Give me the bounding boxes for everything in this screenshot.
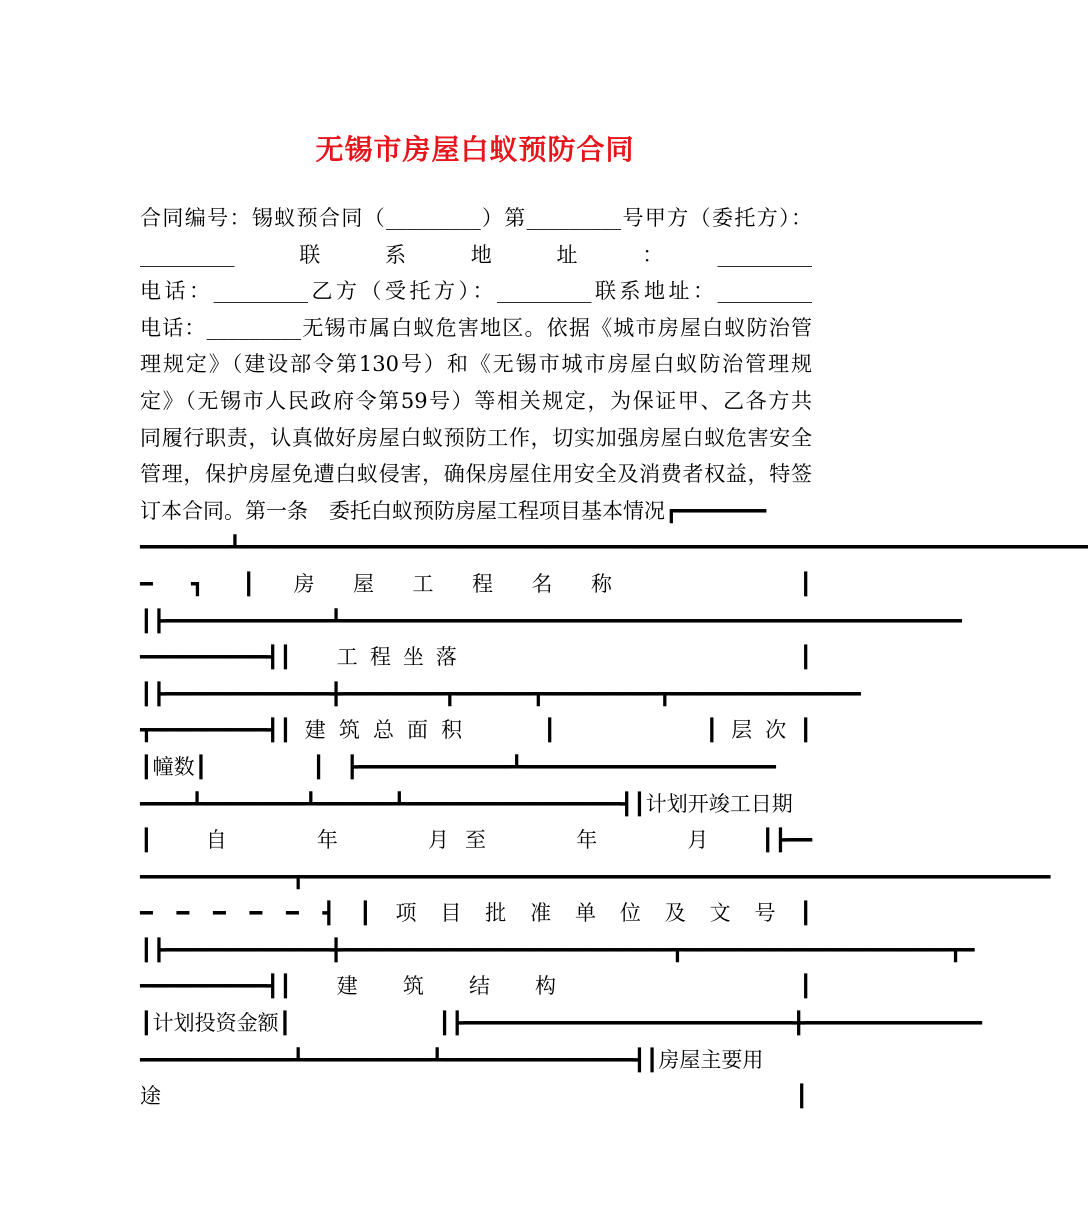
table-line-11: ━ ┓ ┃ 房 屋 工 程 名 称 ┃: [140, 571, 812, 596]
table-line-20: ━ ━ ━ ━ ━ ┫ ┃ 项 目 批 准 单 位 及 文 号 ┃: [140, 901, 812, 926]
table-line-22: ━━━━━━━━━━┫┃ 建 筑 结 构 ┃: [140, 974, 812, 999]
table-border-right: ┃: [795, 1084, 808, 1109]
document-title: 无锡市房屋白蚁预防合同: [315, 133, 635, 166]
contract-line-5: 理规定》（建设部令第130号）和《无锡市城市房屋白蚁防治管理规: [140, 352, 812, 377]
table-line-12: ┃┣━━━━━━━━━━━━━┻━━━━━━━━━━━━━━━━━━━━━━━━━━━━━━━━━━━━━━━━━━━━━━━━━: [140, 608, 962, 633]
table-line-10: ━━━━━━━┻━━━━━━━━━━━━━━━━━━━━━━━━━━━━━━━━━━━━━━━━━━━━━━━━━━━━━━━━━━━━━━━━━━━: [140, 535, 1088, 560]
contract-body: [140, 200, 1088, 1115]
table-line-25: 途 ┃: [140, 1078, 812, 1115]
contract-line-2: _________ 联 系 地 址 ： _________: [140, 242, 812, 267]
contract-line-4: 电话：_________无锡市属白蚁危害地区。依据《城市房屋白蚁防治管: [140, 315, 812, 340]
contract-line-1: 合同编号：锡蚁预合同（_________）第_________号甲方（委托方）：: [140, 206, 812, 230]
table-line-16: ┃幢数┃ ┃ ┣━━━━━━━━━━━━┻━━━━━━━━━━━━━━━━━━━━: [140, 754, 776, 779]
table-line-13: ━━━━━━━━━━┫┃ 工程坐落 ┃: [140, 645, 812, 670]
contract-line-6: 定》（无锡市人民政府令第59号）等相关规定，为保证甲、乙各方共: [140, 388, 812, 413]
contract-line-8: 管理，保护房屋免遭白蚁侵害，确保房屋住用安全及消费者权益，特签: [140, 462, 812, 487]
table-line-14: ┃┣━━━━━━━━━━━━━╋━━━━━━━━┳━━━━━━┳━━━━━━━━━┳━━━━━━━━━━━━━━━: [140, 681, 861, 706]
table-line-18: ┃ 自 年 月至 年 月 ┃┣━━: [140, 828, 812, 853]
table-line-23: ┃计划投资金额┃ ┃┣━━━━━━━━━━━━━━━━━━━━━━━━━━╋━━━━━━━━━━━━━━: [140, 1011, 982, 1036]
contract-line-3: 电话：_________乙方（受托方）：_________联系地址：_________: [140, 279, 812, 304]
contract-line-7: 同履行职责，认真做好房屋白蚁预防工作，切实加强房屋白蚁危害安全: [140, 425, 812, 450]
table-line-19: ━━━━━━━━━━━━┳━━━━━━━━━━━━━━━━━━━━━━━━━━━━━━━━━━━━━━━━━━━━━━━━━━━━━━━━━━━: [140, 864, 1051, 889]
contract-line-9: 订本合同。第一条 委托白蚁预防房屋工程项目基本情况┏━━━━━━━: [140, 498, 767, 523]
table-line-24: ━━━━━━━━━━━━┻━━━━━━━━━━┻━━━━━━━━━━━━━━━┫┃房屋主要用: [140, 1047, 764, 1072]
table-line-17: ━━━━┻━━━━━━━━┻━━━━━━┻━━━━━━━━━━━━━━━━━┫┃计划开竣工日期: [140, 791, 793, 816]
table-line-21: ┃┣━━━━━━━━━━━━━╋━━━━━━━━━━━━━━━━━━━━━━━━━━┳━━━━━━━━━━━━━━━━━━━━━┳━: [140, 937, 975, 962]
table-line-15: ┳━━━━━━━━━┫┃建筑总面积 ┃ ┃层次┃: [140, 718, 812, 743]
